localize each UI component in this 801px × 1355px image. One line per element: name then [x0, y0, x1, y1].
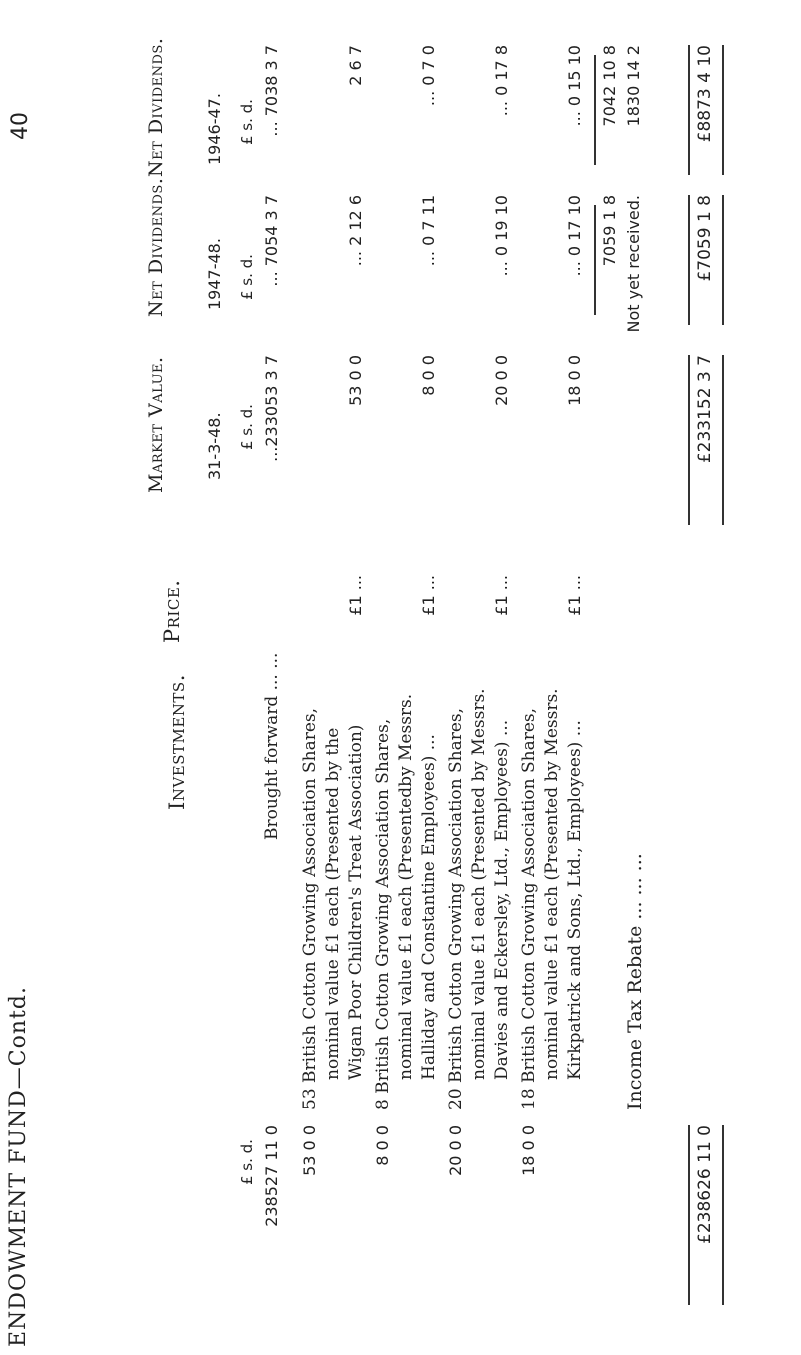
row-description: nominal value £1 each (Presented by Messrs.: [469, 688, 489, 1080]
header-market-value: Market Value.: [145, 356, 167, 493]
row-net-dividend-1946: 2 6 7: [346, 45, 365, 86]
header-price: Price.: [160, 579, 184, 643]
header-net-dividends-1: Net Dividends.: [145, 177, 167, 317]
row-market-value: 8 0 0: [419, 355, 438, 396]
row-description: Kirkpatrick and Sons, Ltd., Employees) ...: [565, 720, 585, 1080]
row-net-dividend-1947: ... 0 17 10: [565, 195, 584, 277]
total-rule-nd2-top: [688, 45, 690, 175]
total-market-value: £233152 3 7: [695, 355, 715, 464]
total-net-dividend-1947: £7059 1 8: [695, 195, 715, 282]
row-description: Wigan Poor Children's Treat Association): [346, 724, 366, 1080]
total-rule-nd2-bottom: [722, 45, 724, 175]
row-left-amount: 20 0 0: [446, 1125, 465, 1176]
row-description: 18 British Cotton Growing Association Shares,: [519, 707, 539, 1110]
lsd-header-market: £ s. d.: [238, 404, 256, 450]
total-rule-market-top: [688, 355, 690, 525]
row-market-value: 53 0 0: [346, 355, 365, 406]
row-price: £1 ...: [419, 575, 438, 616]
row-net-dividend-1947: ... 7054 3 7: [262, 195, 281, 287]
header-net-dividends-2: Net Dividends.: [145, 37, 167, 177]
header-market-value-date: 31-3-48.: [205, 412, 224, 480]
row-net-dividend-1946: ... 0 7 0: [419, 45, 438, 107]
row-net-dividend-1947: ... 0 7 11: [419, 195, 438, 267]
income-tax-rebate-label: Income Tax Rebate ... ... ...: [624, 853, 646, 1110]
row-description: 20 British Cotton Growing Association Shares,: [446, 707, 466, 1110]
row-description: 8 British Cotton Growing Association Shares,: [373, 718, 393, 1110]
row-market-value: 18 0 0: [565, 355, 584, 406]
row-net-dividend-1946: ... 0 17 8: [492, 45, 511, 117]
total-rule-left-top: [688, 1125, 690, 1305]
row-left-amount: 53 0 0: [300, 1125, 319, 1176]
lsd-header-nd2: £ s. d.: [238, 99, 256, 145]
total-left-amount: £238626 11 0: [695, 1125, 715, 1244]
total-rule-left-bottom: [722, 1125, 724, 1305]
row-description: nominal value £1 each (Presented by the: [323, 727, 343, 1080]
row-left-amount: 238527 11 0: [262, 1125, 281, 1227]
total-net-dividend-1946: £8873 4 10: [695, 45, 715, 143]
header-net-dividends-1-year: 1947-48.: [205, 238, 224, 310]
row-description: 53 British Cotton Growing Association Shares,: [300, 707, 320, 1110]
row-left-amount: 8 0 0: [373, 1125, 392, 1166]
subtotal-net-dividend-1947: 7059 1 8: [600, 195, 619, 267]
row-description: nominal value £1 each (Presentedby Messrs.: [396, 693, 416, 1080]
row-price: £1 ...: [346, 575, 365, 616]
income-tax-net-dividend-1946: 1830 14 2: [624, 45, 643, 127]
row-price: £1 ...: [492, 575, 511, 616]
row-market-value: 20 0 0: [492, 355, 511, 406]
lsd-header-left: £ s. d.: [238, 1139, 256, 1185]
total-rule-nd1-bottom: [722, 195, 724, 325]
row-net-dividend-1947: ... 2 12 6: [346, 195, 365, 267]
header-investments: Investments.: [165, 674, 189, 810]
subtotal-rule-nd1: [594, 205, 596, 315]
row-net-dividend-1946: ... 0 15 10: [565, 45, 584, 127]
row-net-dividend-1946: ... 7038 3 7: [262, 45, 281, 137]
total-rule-nd1-top: [688, 195, 690, 325]
lsd-header-nd1: £ s. d.: [238, 254, 256, 300]
total-rule-market-bottom: [722, 355, 724, 525]
subtotal-net-dividend-1946: 7042 10 8: [600, 45, 619, 127]
row-description: Halliday and Constantine Employees) ...: [419, 734, 439, 1080]
row-description: Davies and Eckersley, Ltd., Employees) ...: [492, 719, 512, 1080]
row-description: nominal value £1 each (Presented by Messrs.: [542, 688, 562, 1080]
row-description: Brought forward ... ...: [262, 652, 282, 840]
header-net-dividends-2-year: 1946-47.: [205, 93, 224, 165]
row-net-dividend-1947: ... 0 19 10: [492, 195, 511, 277]
row-market-value: ...233053 3 7: [262, 355, 281, 462]
subtotal-rule-nd2: [594, 55, 596, 165]
fund-title: ENDOWMENT FUND—Contd.: [6, 986, 31, 1347]
income-tax-net-dividend-1947: Not yet received.: [624, 195, 643, 333]
row-price: £1 ...: [565, 575, 584, 616]
page-number: 40: [8, 112, 33, 140]
row-left-amount: 18 0 0: [519, 1125, 538, 1176]
